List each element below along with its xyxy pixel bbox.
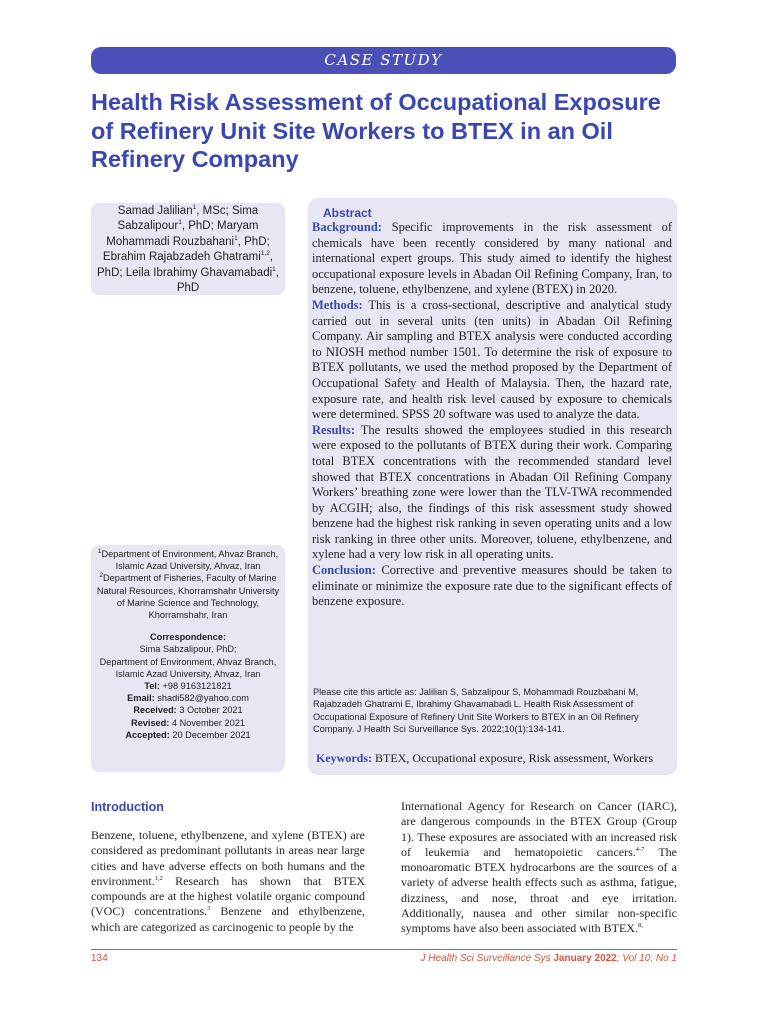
revised-value: 4 November 2021 bbox=[171, 717, 245, 728]
accepted-date bbox=[95, 729, 281, 741]
affiliation-marker: 1 bbox=[178, 219, 182, 227]
citation-note: Please cite this article as: Jalilian S, Sabzalipour S, Mohammadi Rouzbahani M, Rajabzadeh Ghatrami E, Ibrahimy Ghavamabadi L. Health Risk Assessment of Occupational Exposure of Refinery Unit Site Workers to BTEX in an Oil Refinery Company. J Health Sci Surveillance Sys. 2022;10(1):134-141. bbox=[313, 687, 639, 734]
correspondence-email bbox=[95, 692, 281, 704]
background-text: Specific improvements in the risk assessment of chemicals have been recently considered by many national and international expert groups. This study aimed to identify the highest occupational exposure levels in Abadan Oil Refining Company, Iran, to benzene, toluene, ethylbenzene, and xylene (BTEX) in 2020. bbox=[312, 220, 672, 297]
author-degree: , PhD; bbox=[181, 220, 217, 233]
reference-marker[interactable]: 1,2 bbox=[154, 874, 163, 882]
affiliation-marker: 1,2 bbox=[260, 250, 270, 258]
page-number: 134 bbox=[91, 953, 108, 964]
author-list bbox=[91, 203, 285, 295]
affiliation-marker: 1 bbox=[272, 265, 276, 273]
reference-marker[interactable]: 3 bbox=[207, 905, 211, 913]
intro-text: Benzene and ethylbenzene, which are categorized as carcinogenic to people by the bbox=[91, 904, 365, 934]
correspondence-tel bbox=[95, 680, 281, 692]
background-label: Background: bbox=[312, 220, 382, 234]
email-label: Email: bbox=[127, 693, 155, 704]
keywords-text: BTEX, Occupational exposure, Risk assessment, Workers bbox=[375, 751, 654, 765]
correspondence-address: Department of Environment, Ahvaz Branch, Islamic Azad University, Ahvaz, Iran bbox=[99, 656, 277, 679]
abstract-results bbox=[312, 423, 672, 563]
journal-name: J Health Sci Surveillance Sys bbox=[420, 953, 551, 964]
author-degree: , PhD; bbox=[237, 235, 270, 248]
journal-reference bbox=[421, 953, 677, 964]
article-type-banner: CASE STUDY bbox=[91, 47, 676, 74]
received-label: Received: bbox=[133, 705, 177, 716]
introduction-column-left bbox=[91, 828, 365, 935]
introduction-column-right bbox=[401, 799, 677, 937]
author-name: Ebrahim Rajabzadeh Ghatrami bbox=[102, 251, 261, 264]
tel-label: Tel: bbox=[144, 681, 160, 692]
intro-text: International Agency for Research on Cancer (IARC), are dangerous compounds in the BTEX Group (Group 1). These exposures are associated with an increased risk of leukemia and hematopoietic cancers. bbox=[401, 799, 677, 859]
author-name: Maryam Mohammadi Rouzbahani bbox=[106, 220, 259, 248]
correspondence-label: Correspondence: bbox=[149, 632, 227, 643]
conclusion-label: Conclusion: bbox=[312, 563, 376, 578]
author-name: Sima Sabzalipour bbox=[117, 205, 259, 233]
abstract-conclusion bbox=[312, 563, 672, 610]
affiliation-marker: 1 bbox=[97, 547, 102, 555]
abstract-heading: Abstract bbox=[323, 206, 372, 220]
received-date bbox=[95, 704, 281, 716]
revised-label: Revised: bbox=[131, 717, 170, 728]
affiliation-1 bbox=[95, 548, 281, 572]
received-value: 3 October 2021 bbox=[179, 705, 243, 716]
email-link[interactable]: shadi582@yahoo.com bbox=[157, 693, 249, 704]
correspondence-name: Sima Sabzalipour, PhD; bbox=[139, 644, 237, 655]
affiliation-text: Department of Fisheries, Faculty of Marine Natural Resources, Khorramshahr University of Marine Science and Technology, Khorramshahr, Iran bbox=[96, 573, 280, 621]
author-degree: , PhD; bbox=[97, 251, 274, 279]
methods-text: This is a cross-sectional, descriptive and analytical study carried out in several units (ten units) in Abadan Oil Refining Company. Air sampling and BTEX analysis were conducted according to NIOSH method number 1501. To determine the risk of exposure to BTEX pollutants, we used the method proposed by the Department of Occupational Safety and Health of Malaysia. Then, the hazard rate, exposure rate, and health risk level caused by exposure to chemicals were determined. SPSS 20 software was used to analyze the data. bbox=[312, 297, 673, 422]
results-label: Results: bbox=[312, 422, 356, 437]
results-text: The results showed the employees studied in this research were exposed to the pollutants of BTEX during their work. Comparing total BTEX concentrations with the recommended standard level showed that BTEX concentrations in Abadan Oil Refining Company Workers’ breathing zone were lower than the TLV-TWA recommended by ACGIH; also, the findings of this risk assessment study showed benzene had the highest risk ranking in seven operating units and a low risk ranking in three other units. Moreover, toluene, ethylbenzene, and xylene had a very low risk in all operating units. bbox=[312, 422, 672, 562]
abstract-methods bbox=[312, 298, 672, 423]
affiliations-panel bbox=[91, 545, 285, 772]
journal-volume: ; Vol 10; No 1 bbox=[616, 953, 677, 964]
intro-text: Research has shown that BTEX compounds are at the highest volatile organic compound (VOC) concentrations. bbox=[91, 873, 365, 919]
affiliation-2 bbox=[95, 572, 281, 621]
author-name: Samad Jalilian bbox=[117, 205, 193, 217]
accepted-label: Accepted: bbox=[125, 729, 170, 740]
journal-date: January 2022 bbox=[553, 953, 617, 964]
reference-marker[interactable]: 4-7 bbox=[635, 845, 645, 853]
keywords-label: Keywords: bbox=[316, 751, 372, 765]
article-title: Health Risk Assessment of Occupational Exposure of Refinery Unit Site Workers to BTEX in an Oil Refinery Company bbox=[91, 89, 661, 172]
reference-marker[interactable]: 8, bbox=[637, 922, 643, 930]
intro-text: Benzene, toluene, ethylbenzene, and xylene (BTEX) are considered as predominant pollutants in areas near large cities and have adverse effects on both humans and the environment. bbox=[91, 828, 365, 888]
methods-label: Methods: bbox=[312, 297, 363, 312]
abstract-body bbox=[312, 220, 672, 610]
author-degree: , MSc; bbox=[196, 205, 232, 217]
conclusion-text: Corrective and preventive measures should be taken to eliminate or minimize the exposure rate due to the significant effects of benzene exposure. bbox=[312, 563, 672, 609]
footer-divider bbox=[91, 949, 677, 950]
affiliation-marker: 2 bbox=[99, 572, 103, 580]
affiliation-marker: 1 bbox=[234, 234, 238, 242]
intro-text: The monoaromatic BTEX hydrocarbons are the sources of a variety of adverse health effects such as asthma, fatigue, dizziness, and nose, throat and eye irritation. Additionally, nausea and other similar non-specific symptoms have also been associated with BTEX. bbox=[401, 844, 677, 936]
author-degree: , PhD bbox=[176, 266, 279, 295]
introduction-heading: Introduction bbox=[91, 800, 164, 814]
abstract-background bbox=[312, 220, 672, 298]
keywords bbox=[316, 751, 676, 766]
revised-date bbox=[95, 717, 281, 729]
author-name: Leila Ibrahimy Ghavamabadi bbox=[125, 266, 273, 279]
affiliation-marker: 1 bbox=[192, 204, 197, 212]
accepted-value: 20 December 2021 bbox=[172, 729, 251, 740]
affiliation-text: Department of Environment, Ahvaz Branch, Islamic Azad University, Ahvaz, Iran bbox=[101, 549, 279, 572]
tel-value: +98 9163121821 bbox=[162, 681, 232, 692]
